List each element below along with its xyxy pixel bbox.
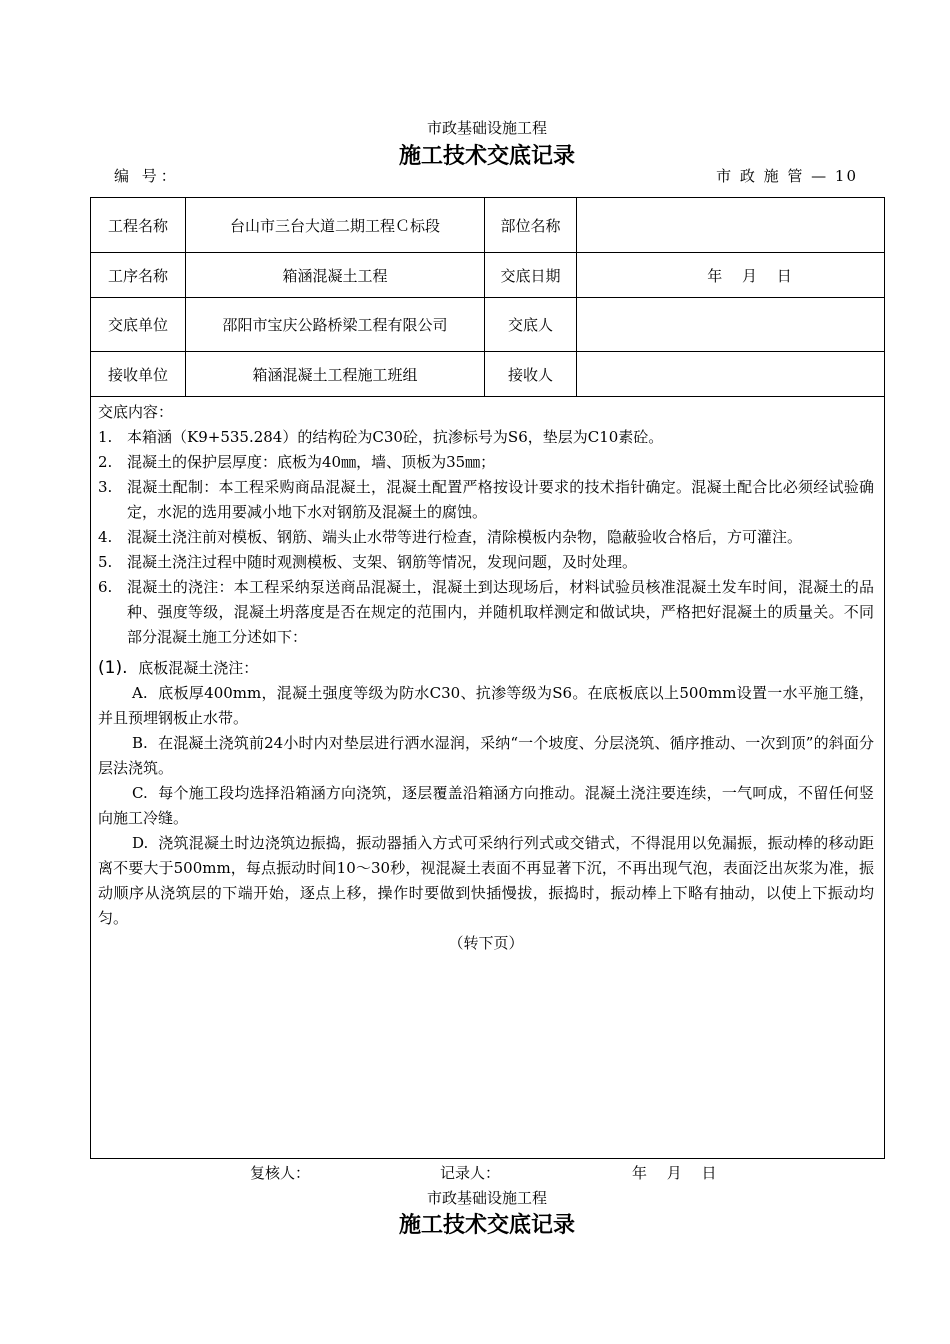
table-row [91,198,885,253]
page2-subtitle: 市政基础设施工程 [426,1189,547,1207]
date-label: 交底日期 [485,253,577,298]
content-area [98,400,874,956]
paragraph [98,781,874,831]
paragraph [98,831,874,931]
paragraph-key: A. [132,684,148,702]
paragraph [98,731,874,781]
section-label: 底板混凝土浇注： [138,659,259,677]
info-table [90,197,885,397]
item-text: 混凝土浇注过程中随时观测模板、支架、钢筋等情况，发现问题，及时处理。 [127,553,638,571]
table-row [91,253,885,298]
paragraph-key: C. [132,784,148,802]
page2-title: 施工技术交底记录 [398,1212,575,1238]
item-number: 3. [98,478,113,496]
process-label: 工序名称 [91,253,186,298]
paragraph-text: 在混凝土浇筑前24小时内对垫层进行洒水湿润，采纳“一个坡度、分层浇筑、循序推动、一次到顶”的斜面分层法浇筑。 [98,734,874,777]
section-heading [98,656,874,681]
table-row [91,298,885,352]
item-text: 混凝土浇注前对模板、钢筋、端头止水带等进行检查，清除模板内杂物，隐蔽验收合格后，方可灌注。 [127,528,803,546]
table-row [91,352,885,397]
person-label: 交底人 [485,298,577,352]
receiver-label: 接收人 [485,352,577,397]
unit-value: 邵阳市宝庆公路桥梁工程有限公司 [186,298,485,352]
item-text: 混凝土的浇注：本工程采纳泵送商品混凝土，混凝土到达现场后，材料试验员核准混凝土发车时间，混凝土的品种、强度等级，混凝土坍落度是否在规定的范围内，并随机取样测定和做试块，严格把好混凝土的质量关。不同部分混凝土施工分述如下： [127,578,874,646]
recorder-label: 记录人： [440,1164,501,1182]
project-name-label: 工程名称 [91,198,186,253]
item-number: 1. [98,428,113,446]
list-item [98,450,874,475]
number-label: 编 号： [114,167,180,185]
form-code: 市 政 施 管 — 10 [716,167,858,185]
item-number: 2. [98,453,113,471]
list-item [98,475,874,525]
project-name-value: 台山市三台大道二期工程Ｃ标段 [186,198,485,253]
part-name-label: 部位名称 [485,198,577,253]
item-number: 4. [98,528,113,546]
item-text: 本箱涵（K9+535.284）的结构砼为C30砼，抗渗标号为S6，垫层为C10素砼。 [127,428,664,446]
receiver-value [577,352,885,397]
section-number: (1). [98,658,128,678]
paragraph-text: 底板厚400mm，混凝土强度等级为防水C30、抗渗等级为S6。在底板底以上500mm设置一水平施工缝，并且预埋钢板止水带。 [98,684,874,727]
continued-note: （转下页） [448,934,524,952]
list-item [98,525,874,550]
document-subtitle: 市政基础设施工程 [426,119,547,137]
reviewer-label: 复核人： [250,1164,311,1182]
part-name-value [577,198,885,253]
receiver-unit-label: 接收单位 [91,352,186,397]
list-item [98,575,874,650]
item-text: 混凝土配制：本工程采购商品混凝土，混凝土配置严格按设计要求的技术指针确定。混凝土配合比必须经试验确定，水泥的选用要减小地下水对钢筋及混凝土的腐蚀。 [127,478,874,521]
process-value: 箱涵混凝土工程 [186,253,485,298]
paragraph [98,681,874,731]
item-number: 6. [98,578,113,596]
paragraph-key: B. [132,734,148,752]
content-heading: 交底内容： [98,403,174,421]
date-value: 年 月 日 [577,253,885,298]
paragraph-key: D. [132,834,149,852]
person-value [577,298,885,352]
item-text: 混凝土的保护层厚度：底板为40㎜，墙、顶板为35㎜； [127,453,496,471]
footer-date: 年 月 日 [632,1164,717,1182]
paragraph-text: 浇筑混凝土时边浇筑边振捣，振动器插入方式可采纳行列式或交错式，不得混用以免漏振，振动棒的移动距离不要大于500mm，每点振动时间10～30秒，视混凝土表面不再显著下沉，不再出现气泡，表面泛出灰浆为准，振动顺序从浇筑层的下端开始，逐点上移，操作时要做到快插慢拔，振捣时，振动棒上下略有抽动，以使上下振动均匀。 [98,834,874,927]
document-title: 施工技术交底记录 [398,143,575,169]
receiver-unit-value: 箱涵混凝土工程施工班组 [186,352,485,397]
item-number: 5. [98,553,113,571]
unit-label: 交底单位 [91,298,186,352]
list-item [98,425,874,450]
list-item [98,550,874,575]
paragraph-text: 每个施工段均选择沿箱涵方向浇筑，逐层覆盖沿箱涵方向推动。混凝土浇注要连续，一气呵成，不留任何竖向施工冷缝。 [98,784,874,827]
